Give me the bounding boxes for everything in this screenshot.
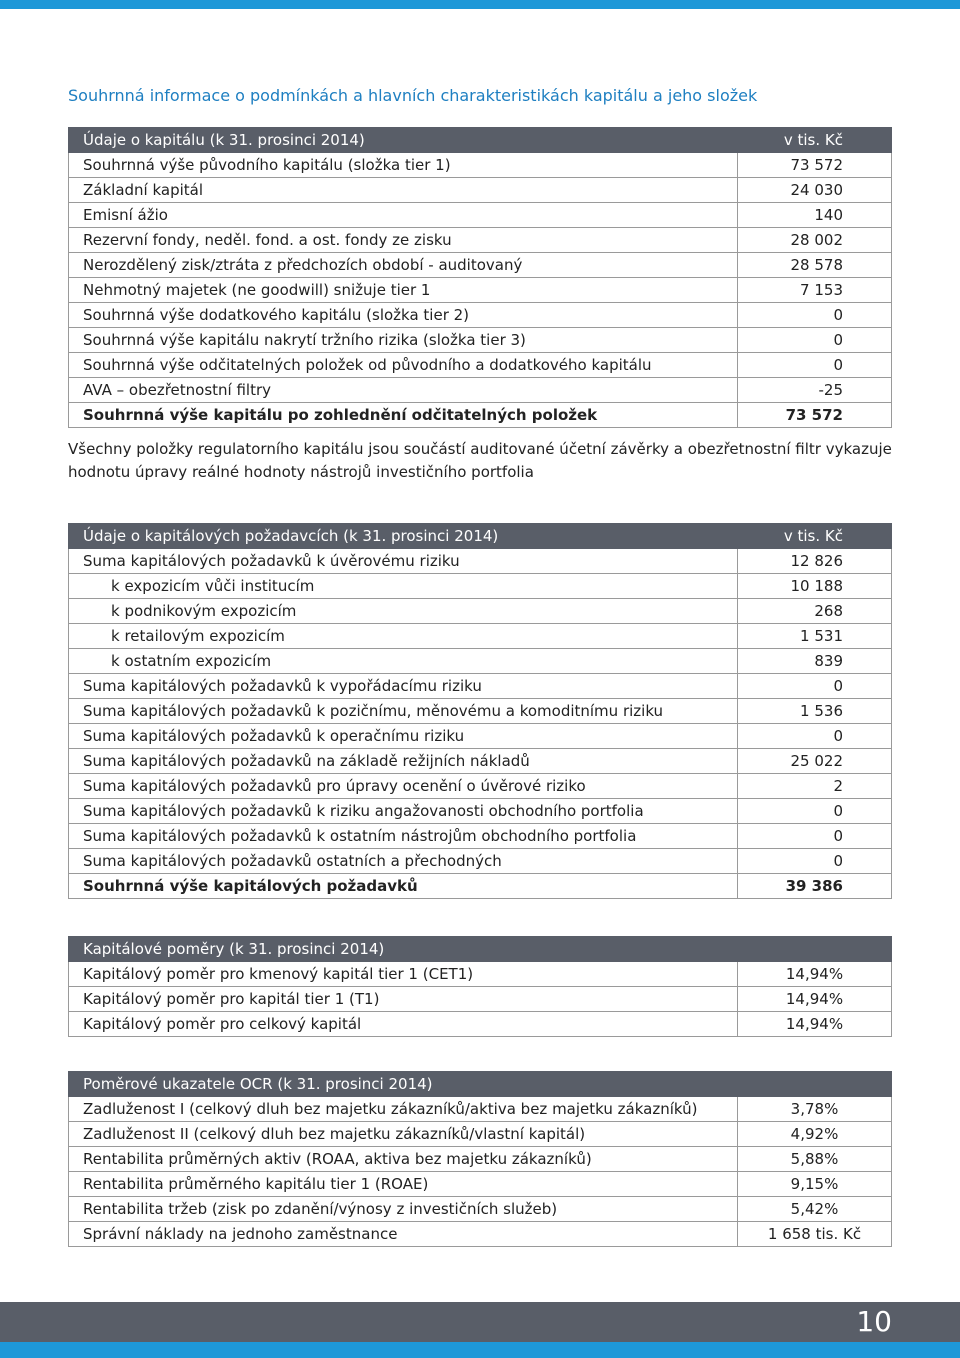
row-label: Rezervní fondy, neděl. fond. a ost. fondy ze zisku (69, 228, 738, 253)
row-value: 25 022 (738, 749, 892, 774)
row-value: 14,94% (738, 1012, 892, 1037)
table-row (69, 1197, 892, 1222)
table-row (69, 849, 892, 874)
table-row (69, 1097, 892, 1122)
table-header (69, 524, 892, 549)
row-value: 0 (738, 824, 892, 849)
row-label: Suma kapitálových požadavků k vypořádacímu riziku (69, 674, 738, 699)
row-label: Suma kapitálových požadavků pro úpravy ocenění o úvěrové riziko (69, 774, 738, 799)
row-value: 3,78% (738, 1097, 892, 1122)
row-label: Správní náklady na jednoho zaměstnance (69, 1222, 738, 1247)
row-label: Rentabilita průměrného kapitálu tier 1 (ROAE) (69, 1172, 738, 1197)
table-row (69, 599, 892, 624)
table-row (69, 1222, 892, 1247)
header-unit: v tis. Kč (738, 128, 892, 153)
row-value: 1 658 tis. Kč (738, 1222, 892, 1247)
row-label: Emisní ážio (69, 203, 738, 228)
table-row (69, 178, 892, 203)
row-value: 4,92% (738, 1122, 892, 1147)
row-value: 73 572 (738, 153, 892, 178)
table-row (69, 674, 892, 699)
page-heading: Souhrnná informace o podmínkách a hlavních charakteristikách kapitálu a jeho složek (68, 86, 758, 105)
row-value: 12 826 (738, 549, 892, 574)
header-label: Kapitálové poměry (k 31. prosinci 2014) (69, 937, 738, 962)
row-value: 1 531 (738, 624, 892, 649)
row-label: Souhrnná výše kapitálu po zohlednění odčitatelných položek (69, 403, 738, 428)
row-value: 7 153 (738, 278, 892, 303)
row-label: k retailovým expozicím (69, 624, 738, 649)
row-value: 2 (738, 774, 892, 799)
total-row (69, 874, 892, 899)
table-row (69, 624, 892, 649)
table-header (69, 1072, 892, 1097)
table-row (69, 278, 892, 303)
table-row (69, 203, 892, 228)
row-label: Kapitálový poměr pro kapitál tier 1 (T1) (69, 987, 738, 1012)
row-label: Souhrnná výše kapitálu nakrytí tržního rizika (složka tier 3) (69, 328, 738, 353)
row-label: Zadluženost I (celkový dluh bez majetku zákazníků/aktiva bez majetku zákazníků) (69, 1097, 738, 1122)
row-label: Souhrnná výše dodatkového kapitálu (složka tier 2) (69, 303, 738, 328)
header-label: Poměrové ukazatele OCR (k 31. prosinci 2014) (69, 1072, 738, 1097)
table-row (69, 774, 892, 799)
capital-requirements-table (68, 523, 892, 899)
table-row (69, 987, 892, 1012)
row-value: 39 386 (738, 874, 892, 899)
row-value: 28 578 (738, 253, 892, 278)
total-row (69, 403, 892, 428)
row-value: 140 (738, 203, 892, 228)
page-number: 10 (856, 1305, 892, 1338)
table-row (69, 328, 892, 353)
capital-table (68, 127, 892, 428)
table-row (69, 353, 892, 378)
row-label: Kapitálový poměr pro kmenový kapitál tier 1 (CET1) (69, 962, 738, 987)
table-row (69, 574, 892, 599)
table-header (69, 128, 892, 153)
table-row (69, 749, 892, 774)
row-value: 0 (738, 674, 892, 699)
row-value: 24 030 (738, 178, 892, 203)
table-row (69, 1012, 892, 1037)
row-value: 5,88% (738, 1147, 892, 1172)
row-value: 5,42% (738, 1197, 892, 1222)
row-label: Kapitálový poměr pro celkový kapitál (69, 1012, 738, 1037)
table-row (69, 799, 892, 824)
table-row (69, 228, 892, 253)
row-label: Rentabilita tržeb (zisk po zdanění/výnosy z investičních služeb) (69, 1197, 738, 1222)
row-label: Zadluženost II (celkový dluh bez majetku zákazníků/vlastní kapitál) (69, 1122, 738, 1147)
table-row (69, 378, 892, 403)
footer-bar (0, 1302, 960, 1342)
table-row (69, 962, 892, 987)
header-unit (738, 937, 892, 962)
row-label: Suma kapitálových požadavků k úvěrovému riziku (69, 549, 738, 574)
row-value: 0 (738, 849, 892, 874)
row-value: 0 (738, 303, 892, 328)
row-label: Suma kapitálových požadavků k pozičnímu, měnovému a komoditnímu riziku (69, 699, 738, 724)
header-label: Údaje o kapitálových požadavcích (k 31. prosinci 2014) (69, 524, 738, 549)
row-label: Souhrnná výše odčitatelných položek od původního a dodatkového kapitálu (69, 353, 738, 378)
row-label: Základní kapitál (69, 178, 738, 203)
row-label: Suma kapitálových požadavků na základě režijních nákladů (69, 749, 738, 774)
table-row (69, 549, 892, 574)
row-label: Suma kapitálových požadavků ostatních a přechodných (69, 849, 738, 874)
row-label: Souhrnná výše kapitálových požadavků (69, 874, 738, 899)
row-label: Rentabilita průměrných aktiv (ROAA, aktiva bez majetku zákazníků) (69, 1147, 738, 1172)
ocr-ratios-table (68, 1071, 892, 1247)
row-value: -25 (738, 378, 892, 403)
row-value: 0 (738, 353, 892, 378)
table-row (69, 253, 892, 278)
row-value: 14,94% (738, 962, 892, 987)
table-header (69, 937, 892, 962)
row-value: 9,15% (738, 1172, 892, 1197)
row-value: 10 188 (738, 574, 892, 599)
row-value: 0 (738, 799, 892, 824)
row-value: 839 (738, 649, 892, 674)
row-value: 28 002 (738, 228, 892, 253)
header-unit (738, 1072, 892, 1097)
table-row (69, 649, 892, 674)
table-row (69, 153, 892, 178)
row-label: k podnikovým expozicím (69, 599, 738, 624)
table-row (69, 724, 892, 749)
bottom-accent-bar (0, 1342, 960, 1358)
table-row (69, 1172, 892, 1197)
row-value: 1 536 (738, 699, 892, 724)
row-label: Nerozdělený zisk/ztráta z předchozích období - auditovaný (69, 253, 738, 278)
row-value: 14,94% (738, 987, 892, 1012)
row-value: 0 (738, 328, 892, 353)
table-row (69, 699, 892, 724)
table-row (69, 303, 892, 328)
row-label: Nehmotný majetek (ne goodwill) snižuje tier 1 (69, 278, 738, 303)
row-value: 268 (738, 599, 892, 624)
table-row (69, 1147, 892, 1172)
top-accent-bar (0, 0, 960, 9)
row-value: 0 (738, 724, 892, 749)
table-row (69, 1122, 892, 1147)
row-label: Suma kapitálových požadavků k operačnímu riziku (69, 724, 738, 749)
row-label: Suma kapitálových požadavků k ostatním nástrojům obchodního portfolia (69, 824, 738, 849)
row-label: Suma kapitálových požadavků k riziku angažovanosti obchodního portfolia (69, 799, 738, 824)
header-label: Údaje o kapitálu (k 31. prosinci 2014) (69, 128, 738, 153)
row-label: Souhrnná výše původního kapitálu (složka tier 1) (69, 153, 738, 178)
capital-ratios-table (68, 936, 892, 1037)
table-row (69, 824, 892, 849)
row-label: k expozicím vůči institucím (69, 574, 738, 599)
footnote: Všechny položky regulatorního kapitálu jsou součástí auditované účetní závěrky a obezřetnostní filtr vykazuje hodnotu úpravy reálné hodnoty nástrojů investičního portfolia (68, 440, 892, 481)
row-label: AVA – obezřetnostní filtry (69, 378, 738, 403)
header-unit: v tis. Kč (738, 524, 892, 549)
row-value: 73 572 (738, 403, 892, 428)
row-label: k ostatním expozicím (69, 649, 738, 674)
